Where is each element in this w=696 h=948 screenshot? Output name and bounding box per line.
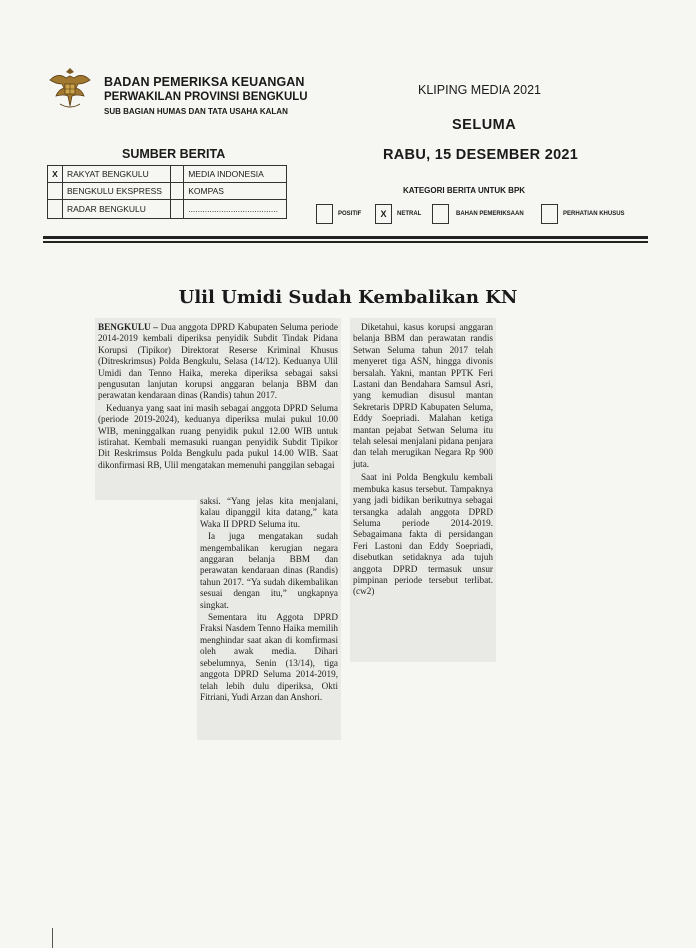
article-column-2 — [350, 318, 496, 662]
header-divider — [43, 236, 648, 239]
article-paragraph: BENGKULU – Dua anggota DPRD Kabupaten Seluma periode 2014-2019 kembali diperiksa penyidik Subdit Tindak Pidana Korupsi (Tipikor) Direktorat Reserse Kriminal Khusus (Ditreskrimsus) Polda Bengkulu, Selasa (14/12). Keduanya Ulil Umidi dan Tenno Haika, mereka diperiksa sebagai saksi pengusutan lanjutan korupsi anggaran belanja BBM dan perawatan kendaraan dinas (Randis) tahun 2017. — [98, 322, 338, 401]
clip-date: RABU, 15 DESEMBER 2021 — [383, 147, 579, 163]
source-mark — [48, 200, 63, 219]
source-right: ...................................... — [184, 200, 287, 219]
source-left: BENGKULU EKSPRESS — [63, 183, 171, 200]
source-mark — [48, 183, 63, 200]
article-dateline: BENGKULU – — [98, 322, 158, 332]
category-checkbox-bahan-pemeriksaan — [432, 204, 449, 224]
category-label-netral: NETRAL — [397, 211, 422, 217]
org-subdivision: SUB BAGIAN HUMAS DAN TATA USAHA KALAN — [104, 107, 288, 116]
source-mark-right — [171, 166, 184, 183]
category-checkbox-perhatian-khusus — [541, 204, 558, 224]
source-row — [48, 183, 287, 200]
article-paragraph: Diketahui, kasus korupsi anggaran belanja BBM dan perawatan randis Setwan Seluma tahun 2017 telah menyeret tiga ASN, hingga divonis bersalah. Yakni, mantan PPTK Feri Lastani dan Bendahara Samsul Asri, yang kemudian disusul mantan Sekretaris DPRD Kabupaten Seluma, Eddy Soepriadi. Malahan ketiga mantan pejabat Setwan Seluma itu telah selesai menjalani pidana penjara dan telah merugikan Negara Rp 900 juta. — [353, 322, 493, 469]
source-row — [48, 166, 287, 183]
article-column-1-continued — [197, 496, 341, 740]
garuda-emblem-icon — [48, 62, 92, 112]
category-label-positif: POSITIF — [338, 211, 362, 217]
category-checkbox-positif — [316, 204, 333, 224]
source-left: RAKYAT BENGKULU — [63, 166, 171, 183]
article-paragraph: Ia juga mengatakan sudah mengembalikan kerugian negara anggaran belanja BBM dan perawatan kendaraan dinas (Randis) tahun 2017. “Ya sudah dikembalikan sesuai dengan itu,” ungkapnya singkat. — [200, 531, 338, 610]
source-heading: SUMBER BERITA — [122, 147, 226, 161]
source-left: RADAR BENGKULU — [63, 200, 171, 219]
article-paragraph: saksi. “Yang jelas kita menjalani, kalau dipanggil kita datang,” kata Waka II DPRD Seluma itu. — [200, 496, 338, 529]
article-paragraph: Keduanya yang saat ini masih sebagai anggota DPRD Seluma (periode 2019-2024), keduanya diperiksa mulai pukul 10.00 WIB, meninggalkan ruang penyidik pukul 12.00 WIB untuk istirahat. Kembali memasuki ruangan penyidik Subdit Tipikor Dit Reskrimsus Polda Bengkulu pada pukul 14.00 WIB. Saat dikonfirmasi RB, Ulil mengatakan memenuhi panggilan sebagai — [98, 402, 338, 470]
source-mark-right — [171, 200, 184, 219]
source-right: MEDIA INDONESIA — [184, 166, 287, 183]
source-row — [48, 200, 287, 219]
header-divider — [43, 241, 648, 243]
article-headline: Ulil Umidi Sudah Kembalikan KN — [178, 287, 518, 308]
category-heading: KATEGORI BERITA UNTUK BPK — [403, 186, 526, 195]
region-title: SELUMA — [452, 117, 517, 133]
category-checkbox-netral: X — [375, 204, 392, 224]
source-right: KOMPAS — [184, 183, 287, 200]
category-label-perhatian-khusus: PERHATIAN KHUSUS — [563, 211, 625, 217]
org-name: BADAN PEMERIKSA KEUANGAN — [104, 75, 305, 89]
source-mark: X — [48, 166, 63, 183]
article-column-1 — [95, 318, 341, 500]
org-branch: PERWAKILAN PROVINSI BENGKULU — [104, 91, 308, 103]
article-paragraph: Sementara itu Aggota DPRD Fraksi Nasdem Tenno Haika memilih menghindar saat akan di komfirmasi oleh awak media. Dihari sebelumnya, Senin (13/14), tiga anggota DPRD Seluma 2014-2019, telah lebih dulu diperiksa, Okti Fitriani, Yudi Arzan dan Anshori. — [200, 612, 338, 702]
scan-edge-mark — [52, 928, 53, 948]
source-mark-right — [171, 183, 184, 200]
kliping-title: KLIPING MEDIA 2021 — [418, 83, 541, 97]
article-paragraph: Saat ini Polda Bengkulu kembali membuka kasus tersebut. Tampaknya yang jadi bidikan berikutnya sebagai tersangka adalah anggota DPRD Seluma periode 2014-2019. Sebagaimana fakta di persidangan Feri Lastoni dan Eddy Soepriadi, disebutkan setidaknya ada tujuh anggota DPRD termasuk unsur pimpinan periode tersebut terlibat. (cw2) — [353, 472, 493, 597]
source-table — [47, 165, 287, 219]
category-label-bahan-pemeriksaan: BAHAN PEMERIKSAAN — [456, 211, 524, 217]
